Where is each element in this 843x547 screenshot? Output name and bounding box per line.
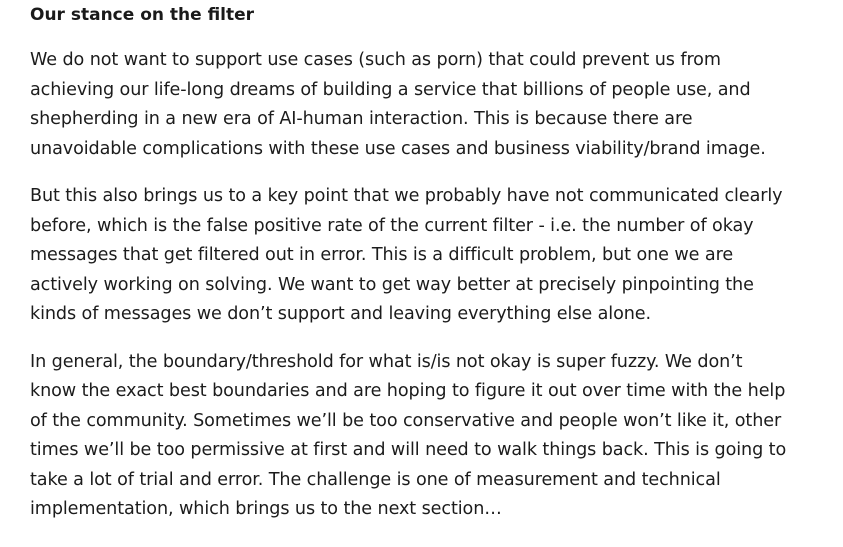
text-line: kinds of messages we don’t support and leaving everything else alone. — [30, 304, 651, 324]
text-line: messages that get filtered out in error. This is a difficult problem, but one we are — [30, 245, 734, 265]
text-line: shepherding in a new era of AI-human interaction. This is because there are — [30, 109, 693, 129]
paragraph-false-positive — [30, 182, 830, 330]
text-line: take a lot of trial and error. The challenge is one of measurement and technical — [30, 469, 721, 490]
text-line: In general, the boundary/threshold for what is/is not okay is super fuzzy. We don’t — [30, 351, 743, 372]
text-line: before, which is the false positive rate of the current filter - i.e. the number of okay — [30, 215, 754, 236]
text-line: know the exact best boundaries and are hoping to figure it out over time with the help — [30, 381, 786, 401]
text-line: unavoidable complications with these use cases and business viability/brand image. — [30, 138, 766, 159]
paragraph-boundary — [30, 348, 830, 525]
text-line: times we’ll be too permissive at first and will need to walk things back. This is going to — [30, 440, 787, 460]
text-line: implementation, which brings us to the next section… — [30, 499, 502, 519]
text-line: of the community. Sometimes we’ll be too conservative and people won’t like it, other — [30, 410, 782, 431]
text-line: We do not want to support use cases (such as porn) that could prevent us from — [30, 50, 721, 70]
text-line: But this also brings us to a key point that we probably have not communicated clearly — [30, 186, 783, 206]
text-line: actively working on solving. We want to get way better at precisely pinpointing the — [30, 274, 754, 295]
text-line: achieving our life-long dreams of building a service that billions of people use, and — [30, 79, 751, 100]
section-heading: Our stance on the filter — [30, 5, 255, 25]
paragraph-stance — [30, 46, 830, 164]
post-body — [30, 4, 830, 543]
